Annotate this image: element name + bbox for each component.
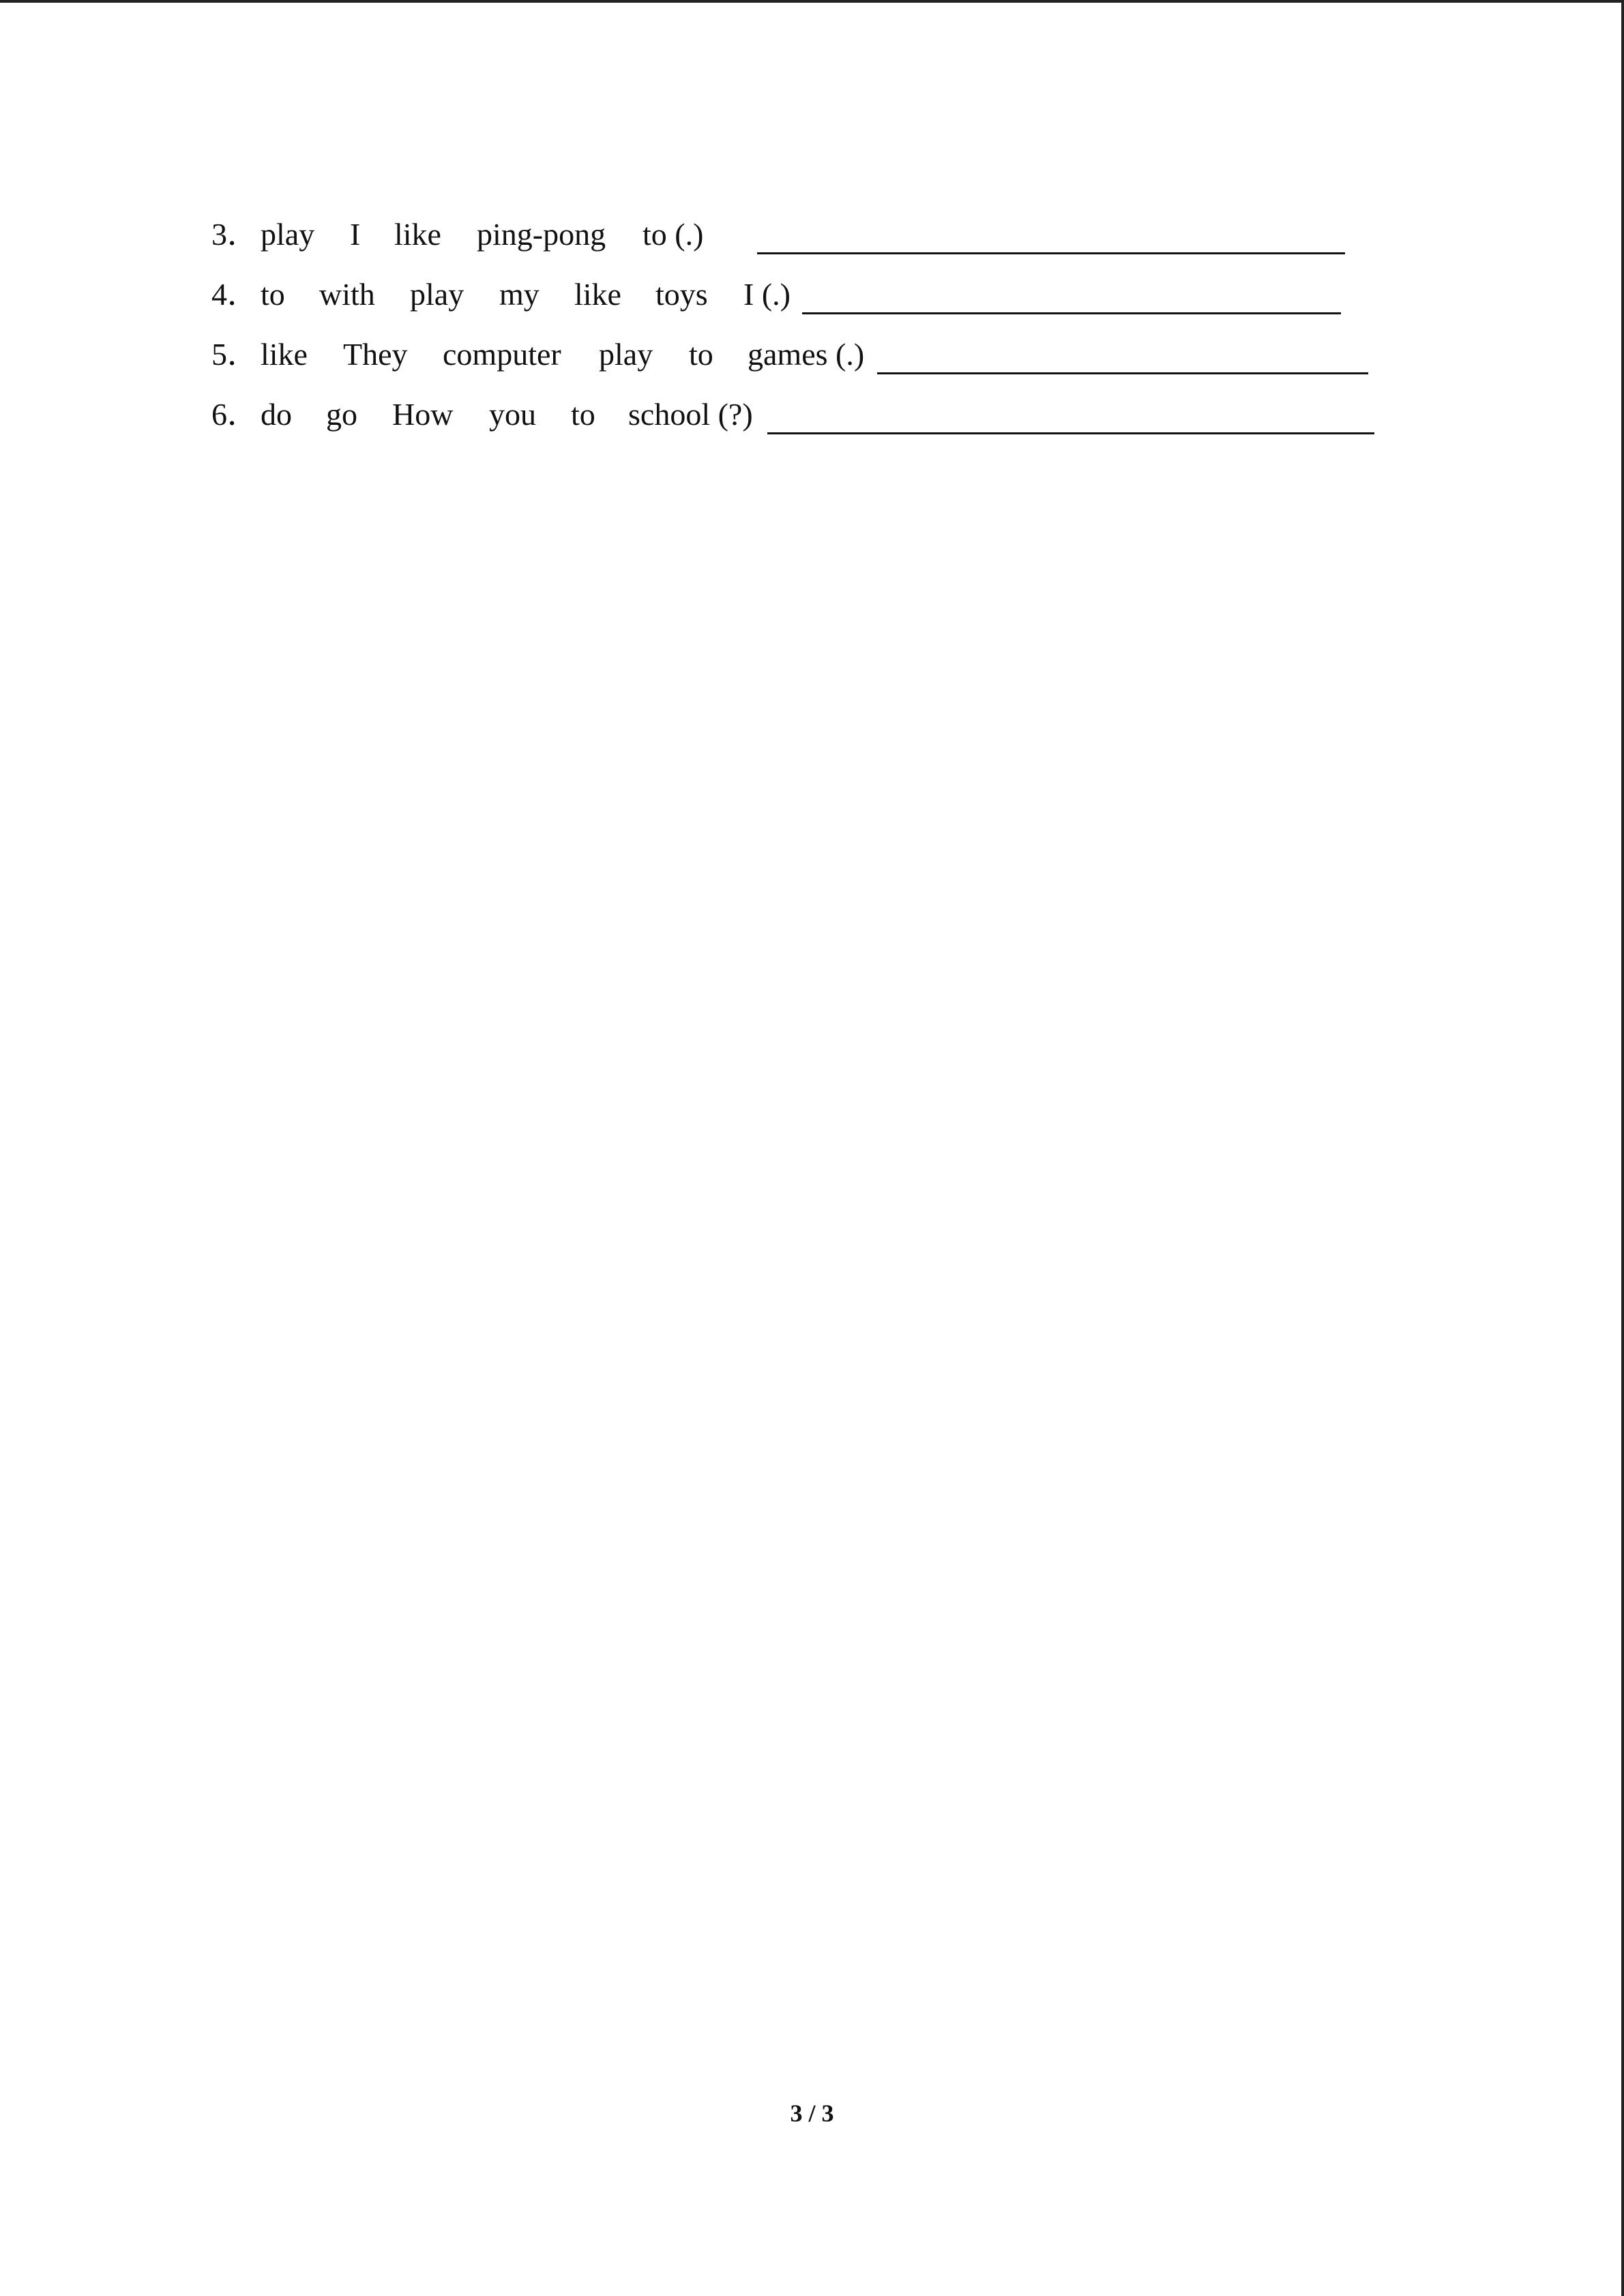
question-list [211, 205, 1439, 445]
scrambled-word: I (.) [743, 277, 791, 312]
scrambled-word: my [499, 277, 540, 312]
scrambled-word: you [489, 397, 536, 432]
scrambled-word: games (.) [748, 337, 865, 372]
question-number: 5． [211, 337, 259, 372]
scrambled-word: school (?) [628, 397, 753, 432]
scrambled-word: ping-pong [477, 217, 606, 252]
question-5 [211, 325, 1439, 385]
scrambled-word: go [326, 397, 357, 432]
scrambled-word: play [410, 277, 464, 312]
scrambled-word: play [261, 217, 315, 252]
scrambled-word: I [350, 217, 361, 252]
scrambled-word: like [574, 277, 621, 312]
answer-blank[interactable] [802, 312, 1341, 314]
scrambled-word: with [319, 277, 375, 312]
question-number: 4． [211, 277, 259, 312]
scrambled-word: like [261, 337, 308, 372]
question-number: 6． [211, 397, 259, 432]
question-4 [211, 265, 1439, 325]
scrambled-word: How [392, 397, 454, 432]
scrambled-word: computer [443, 337, 561, 372]
scrambled-word: toys [655, 277, 708, 312]
answer-blank[interactable] [757, 252, 1345, 254]
question-3 [211, 205, 1439, 265]
question-number: 3． [211, 217, 259, 252]
answer-blank[interactable] [767, 432, 1374, 434]
question-6 [211, 385, 1439, 445]
scrambled-word: to [261, 277, 285, 312]
scrambled-word: play [599, 337, 653, 372]
scrambled-word: to (.) [643, 217, 704, 252]
scrambled-word: to [571, 397, 595, 432]
page-number: 3 / 3 [790, 2100, 834, 2127]
answer-blank[interactable] [877, 372, 1368, 374]
scrambled-word: They [343, 337, 408, 372]
scrambled-word: do [261, 397, 292, 432]
scrambled-word: like [394, 217, 441, 252]
scrambled-word: to [689, 337, 713, 372]
